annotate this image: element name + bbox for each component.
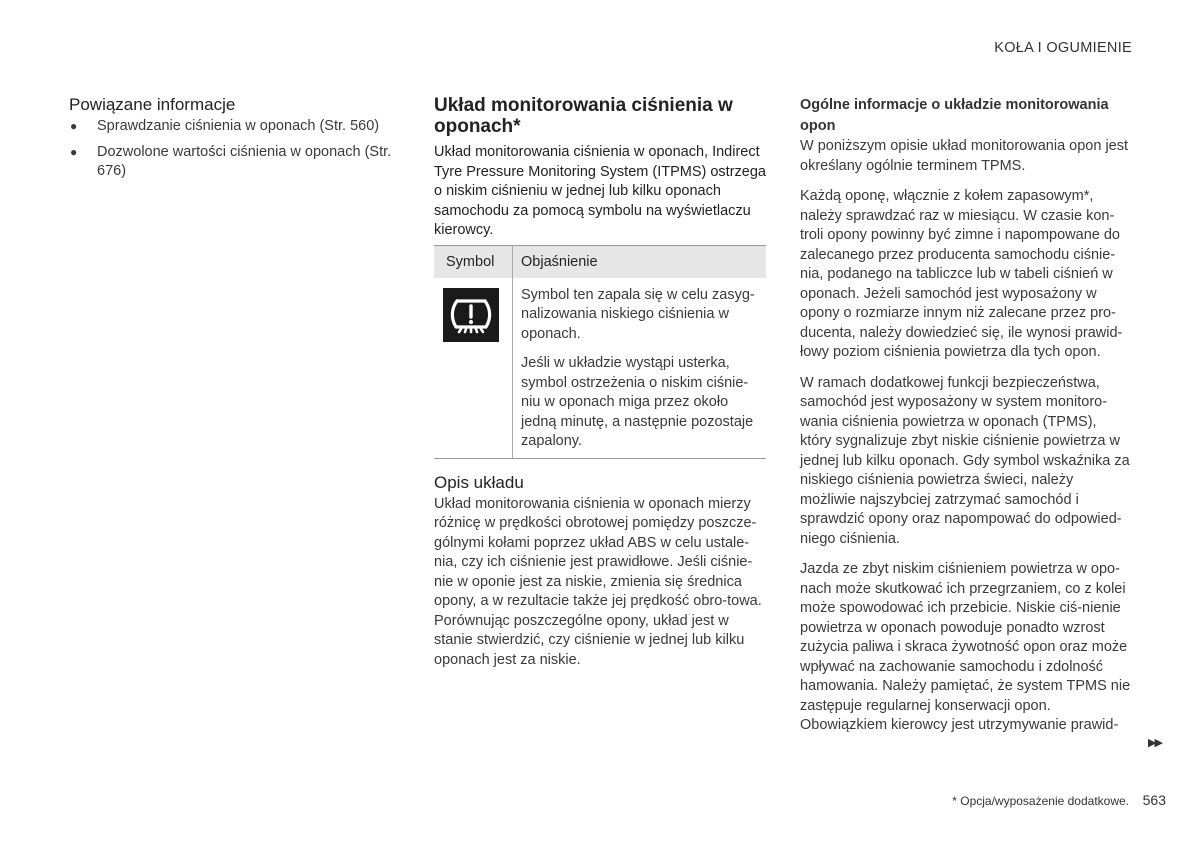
general-info-title: Ogólne informacje o układzie monitorowania opon — [800, 97, 1109, 134]
symbol-explanation-2: Jeśli w układzie wystąpi usterka, symbol ostrzeżenia o niskim ciśnie-niu w oponach miga przez około jedną minutę, a następnie pozostaje zapalony. — [521, 355, 754, 449]
system-description-title: Opis układu — [434, 472, 524, 492]
continue-arrow-icon: ▶▶ — [1148, 737, 1161, 749]
col-symbol-header: Symbol — [434, 245, 513, 278]
footnote: * Opcja/wyposażenie dodatkowe. — [952, 794, 1130, 808]
article-title: Układ monitorowania ciśnienia w oponach* — [434, 95, 733, 137]
related-info-column — [69, 95, 399, 188]
general-paragraph-3: W ramach dodatkowej funkcji bezpieczeństwa, samochód jest wyposażony w system monitoro-wania ciśnienia powietrza w oponach (TPMS), który sygnalizuje zbyt niskie ciśnienie powietrza w jednej lub kilku oponach. Gdy symbol wskaźnika za niskiego ciśnienia powietrza świeci, należy możliwie najszybciej zatrzymać samochód i sprawdzić opony oraz napompować do odpowied-niego ciśnienia. — [800, 374, 1130, 547]
related-link-tire-pressure-check[interactable]: ● Sprawdzanie ciśnienia w oponach (Str. 560) — [69, 117, 399, 137]
main-article-column — [434, 95, 766, 681]
general-paragraph-1: W poniższym opisie układ monitorowania opon jest określany ogólnie terminem TPMS. — [800, 138, 1129, 174]
symbol-table — [434, 245, 766, 459]
general-paragraph-4: Jazda ze zbyt niskim ciśnieniem powietrza w opo-nach może skutkować ich przegrzaniem, co z kolei może spowodować ich przebicie. Niskie ciś-nienie powietrza w oponach powoduje ponadto wzrost zużycia paliwa i skraca żywotność opon oraz może wpływać na zachowanie samochodu i zdolność hamowania. Należy pamiętać, że system TPMS nie zastępuje regularnej konserwacji opon. Obowiązkiem kierowcy jest utrzymywanie prawid- — [800, 561, 1131, 733]
page-footer — [952, 792, 1166, 808]
related-info-list — [69, 117, 399, 182]
system-description-text: Układ monitorowania ciśnienia w oponach mierzy różnicę w prędkości obrotowej pomiędzy poszcze-gólnymi kołami poprzez układ ABS w celu ustale-nia, czy ich ciśnienie jest prawidłowe. Jeśli ciśnie-nie w oponie jest za niskie, zmienia się średnica opony, a w rezultacie także jej prędkość obro-towa. Porównując poszczególne opony, układ jest w stanie stwierdzić, czy ciśnienie w jednej lub kilku oponach jest za niskie. — [434, 495, 762, 668]
related-link-allowed-pressure[interactable]: ● Dozwolone wartości ciśnienia w oponach (Str. 676) — [70, 143, 392, 179]
chapter-header: KOŁA I OGUMIENIE — [994, 40, 1132, 56]
related-info-title: Powiązane informacje — [69, 95, 236, 114]
bullet-icon: ● — [70, 119, 78, 133]
table-row — [434, 278, 766, 459]
article-intro: Układ monitorowania ciśnienia w oponach, Indirect Tyre Pressure Monitoring System (ITPMS) ostrzega o niskim ciśnieniu w jednej lub kilku oponach samochodu za pomocą symbolu na wyświetlaczu kierowcy. — [434, 144, 766, 238]
general-info-column — [800, 95, 1132, 747]
symbol-table-header — [434, 245, 766, 278]
page-number: 563 — [1142, 792, 1166, 808]
col-explanation-header: Objaśnienie — [513, 245, 767, 278]
symbol-explanation-1: Symbol ten zapala się w celu zasyg-nalizowania niskiego ciśnienia w oponach. — [521, 286, 755, 342]
bullet-icon: ● — [70, 144, 78, 159]
tire-pressure-warning-icon — [443, 288, 499, 342]
general-paragraph-2: Każdą oponę, włącznie z kołem zapasowym*, należy sprawdzać raz w miesiącu. W czasie kon-troli opony powinny być zimne i napompowane do zalecanego przez producenta samochodu ciśnie-nia, podanego na tabliczce lub w tabeli ciśnień w oponach. Jeżeli samochód jest wyposażony w opony o rozmiarze innym niż zalecane przez pro-ducenta, należy dowiedzieć się, ile wynosi prawid-łowy poziom ciśnienia powietrza dla tych opon. — [800, 188, 1123, 360]
